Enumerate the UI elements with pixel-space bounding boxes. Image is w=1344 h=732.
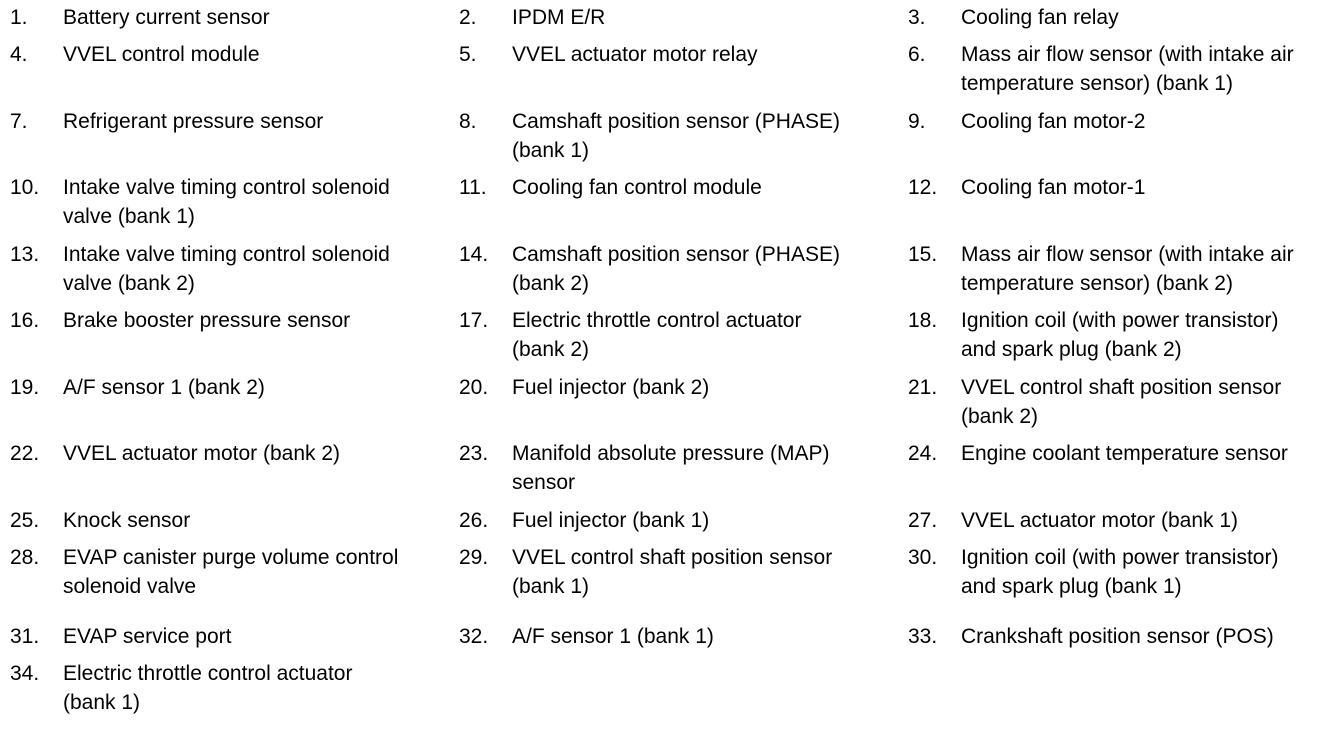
- legend-item-label-line: Intake valve timing control solenoid: [63, 176, 390, 199]
- legend-item-number: 8.: [459, 110, 477, 133]
- legend-item-number: 27.: [908, 509, 938, 532]
- legend-item-number: 10.: [10, 176, 40, 199]
- legend-item-number: 4.: [10, 43, 28, 66]
- legend-item-label-line: VVEL control module: [63, 43, 260, 66]
- legend-item-label: [512, 3, 605, 32]
- legend-item-label-line: Cooling fan motor-2: [961, 110, 1146, 133]
- legend-item-number: 24.: [908, 442, 938, 465]
- legend-item-label: [961, 173, 1145, 202]
- legend-item-label: [63, 40, 260, 69]
- legend-item-number: 26.: [459, 509, 489, 532]
- legend-item-label: [512, 439, 829, 497]
- legend-item-label: [63, 506, 190, 535]
- legend-item-label-line: temperature sensor) (bank 2): [961, 272, 1233, 295]
- legend-item-number: 29.: [459, 546, 489, 569]
- legend-item-number: 22.: [10, 442, 40, 465]
- legend-item-number: 2.: [459, 6, 477, 29]
- legend-item-label-line: VVEL actuator motor relay: [512, 43, 758, 66]
- legend-item-number: 12.: [908, 176, 938, 199]
- legend-item-number: 11.: [459, 176, 487, 199]
- legend-item-label-line: Electric throttle control actuator: [63, 662, 353, 685]
- legend-item-label: [512, 306, 801, 364]
- legend-item-label: [63, 173, 390, 231]
- legend-item-label: [63, 107, 323, 136]
- legend-item-label: [512, 543, 832, 601]
- legend-item-label-line: Brake booster pressure sensor: [63, 309, 351, 332]
- legend-item-label: [961, 40, 1294, 98]
- legend-item-number: 15.: [908, 243, 938, 266]
- legend-item-label: [961, 3, 1119, 32]
- legend-item-label-line: Camshaft position sensor (PHASE): [512, 110, 840, 133]
- legend-item-label-line: Cooling fan relay: [961, 6, 1119, 29]
- legend-item-label-line: Cooling fan control module: [512, 176, 762, 199]
- legend-item-label-line: (bank 1): [512, 139, 590, 162]
- legend-item-label: [512, 506, 709, 535]
- legend-item-number: 17.: [459, 309, 489, 332]
- legend-item-label-line: Refrigerant pressure sensor: [63, 110, 324, 133]
- legend-item-label-line: IPDM E/R: [512, 6, 606, 29]
- legend-item-label: [512, 107, 840, 165]
- legend-item-label: [63, 439, 340, 468]
- legend-item-label-line: (bank 2): [512, 338, 590, 361]
- legend-item-label-line: Camshaft position sensor (PHASE): [512, 243, 840, 266]
- legend-item-label-line: Electric throttle control actuator: [512, 309, 802, 332]
- legend-item-label-line: VVEL actuator motor (bank 1): [961, 509, 1239, 532]
- legend-item-label: [961, 240, 1294, 298]
- legend-item-number: 32.: [459, 625, 489, 648]
- legend-item-number: 9.: [908, 110, 926, 133]
- legend-item-label-line: Engine coolant temperature sensor: [961, 442, 1288, 465]
- legend-item-label-line: Ignition coil (with power transistor): [961, 546, 1279, 569]
- legend-item-label-line: Mass air flow sensor (with intake air: [961, 43, 1294, 66]
- legend-item-label: [63, 240, 390, 298]
- legend-item-number: 34.: [10, 662, 40, 685]
- legend-item-label-line: VVEL actuator motor (bank 2): [63, 442, 341, 465]
- legend-item-label-line: A/F sensor 1 (bank 1): [512, 625, 714, 648]
- legend-item-label-line: sensor: [512, 471, 576, 494]
- legend-item-number: 18.: [908, 309, 938, 332]
- legend-item-label-line: Knock sensor: [63, 509, 191, 532]
- legend-item-label-line: Battery current sensor: [63, 6, 270, 29]
- legend-item-label-line: solenoid valve: [63, 575, 197, 598]
- legend-item-label-line: (bank 1): [63, 691, 141, 714]
- legend-item-label-line: valve (bank 2): [63, 272, 195, 295]
- legend-item-number: 20.: [459, 376, 489, 399]
- legend-item-number: 16.: [10, 309, 40, 332]
- legend-item-label: [63, 3, 270, 32]
- legend-item-label-line: A/F sensor 1 (bank 2): [63, 376, 265, 399]
- legend-item-label-line: EVAP service port: [63, 625, 232, 648]
- legend-item-number: 14.: [459, 243, 489, 266]
- legend-item-label-line: (bank 2): [961, 405, 1039, 428]
- legend-item-number: 25.: [10, 509, 40, 532]
- legend-item-label: [961, 506, 1238, 535]
- legend-item-label: [63, 659, 352, 717]
- legend-item-label-line: Intake valve timing control solenoid: [63, 243, 390, 266]
- legend-item-number: 13.: [10, 243, 40, 266]
- legend-item-label: [63, 373, 265, 402]
- legend-item-number: 23.: [459, 442, 489, 465]
- legend-item-label: [512, 173, 762, 202]
- legend-item-number: 21.: [908, 376, 938, 399]
- legend-item-number: 3.: [908, 6, 926, 29]
- legend-item-label-line: Crankshaft position sensor (POS): [961, 625, 1274, 648]
- legend-item-label-line: Mass air flow sensor (with intake air: [961, 243, 1294, 266]
- legend-item-label: [512, 40, 758, 69]
- legend-item-number: 5.: [459, 43, 477, 66]
- legend-item-label-line: and spark plug (bank 2): [961, 338, 1182, 361]
- legend-item-number: 1.: [10, 6, 28, 29]
- legend-item-label-line: Cooling fan motor-1: [961, 176, 1146, 199]
- legend-item-label-line: (bank 2): [512, 272, 590, 295]
- legend-item-label-line: temperature sensor) (bank 1): [961, 72, 1233, 95]
- legend-item-number: 30.: [908, 546, 938, 569]
- legend-item-label: [512, 373, 709, 402]
- legend-item-label: [961, 107, 1145, 136]
- legend-item-label: [961, 439, 1288, 468]
- legend-item-label-line: Fuel injector (bank 2): [512, 376, 710, 399]
- legend-item-label-line: VVEL control shaft position sensor: [512, 546, 833, 569]
- legend-item-number: 6.: [908, 43, 926, 66]
- legend-item-label: [961, 622, 1274, 651]
- legend-item-label: [961, 373, 1281, 431]
- legend-item-label: [63, 622, 231, 651]
- legend-item-label: [63, 306, 350, 335]
- legend-item-label: [961, 543, 1278, 601]
- legend-item-label: [512, 622, 714, 651]
- legend-item-label: [63, 543, 398, 601]
- legend-item-label-line: EVAP canister purge volume control: [63, 546, 399, 569]
- legend-item-label-line: Manifold absolute pressure (MAP): [512, 442, 830, 465]
- legend-item-label: [961, 306, 1278, 364]
- legend-item-number: 28.: [10, 546, 40, 569]
- legend-item-label-line: Ignition coil (with power transistor): [961, 309, 1279, 332]
- legend-item-label-line: VVEL control shaft position sensor: [961, 376, 1282, 399]
- legend-item-number: 33.: [908, 625, 938, 648]
- legend-item-number: 19.: [10, 376, 40, 399]
- legend-item-label-line: Fuel injector (bank 1): [512, 509, 710, 532]
- legend-item-label: [512, 240, 840, 298]
- legend-item-number: 7.: [10, 110, 28, 133]
- legend-item-label-line: (bank 1): [512, 575, 590, 598]
- legend-item-number: 31.: [10, 625, 40, 648]
- legend-item-label-line: and spark plug (bank 1): [961, 575, 1182, 598]
- legend-item-label-line: valve (bank 1): [63, 205, 195, 228]
